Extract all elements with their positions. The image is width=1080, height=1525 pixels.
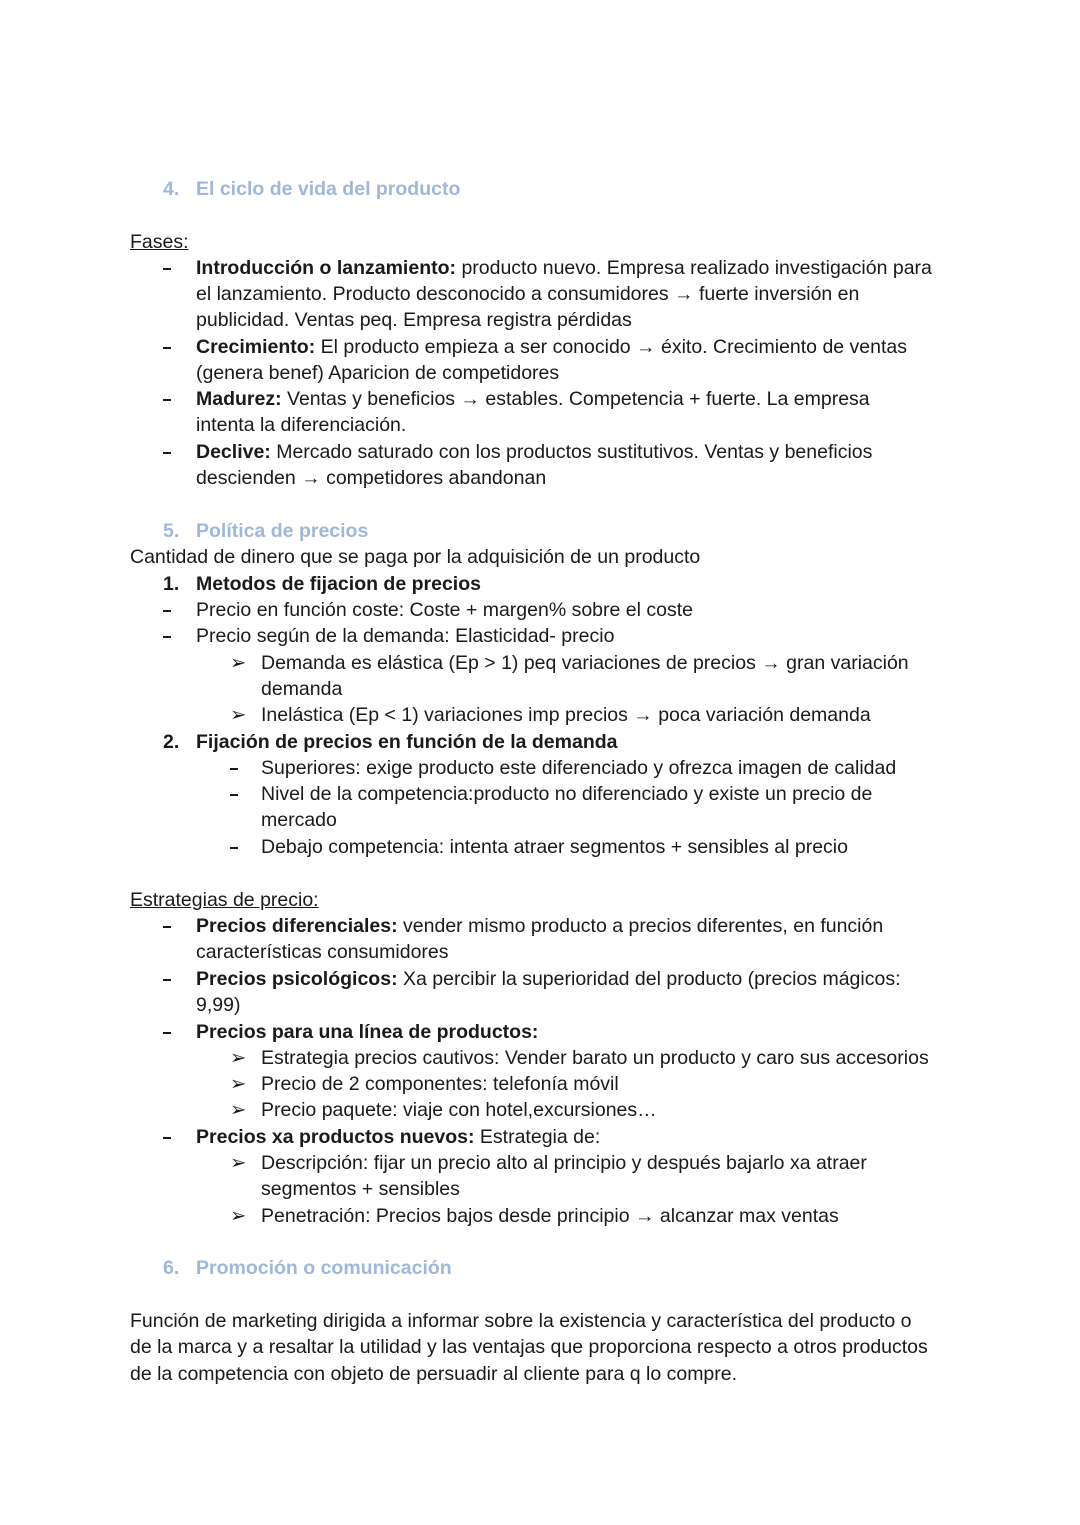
dash-bullet	[163, 347, 171, 349]
dash-bullet	[163, 399, 171, 401]
dash-bullet	[163, 268, 171, 270]
arrow-bullet-icon: ➢	[230, 652, 247, 674]
section-title: El ciclo de vida del producto	[196, 178, 461, 200]
dash-bullet	[230, 768, 238, 770]
dash-bullet	[163, 1032, 171, 1034]
estrategias-label: Estrategias de precio:	[130, 889, 319, 911]
section-number: 5.	[163, 520, 180, 542]
dash-bullet	[163, 926, 171, 928]
fases-label: Fases:	[130, 231, 189, 253]
arrow-bullet-icon: ➢	[230, 1152, 247, 1174]
dash-bullet	[163, 1137, 171, 1139]
section-title: Política de precios	[196, 520, 369, 542]
arrow-bullet-icon: ➢	[230, 1205, 247, 1227]
dash-bullet	[163, 636, 171, 638]
arrow-bullet-icon: ➢	[230, 1073, 247, 1095]
arrow-bullet-icon: ➢	[230, 1047, 247, 1069]
arrow-bullet-icon: ➢	[230, 704, 247, 726]
arrow-bullet-icon: ➢	[230, 1099, 247, 1121]
section-number: 6.	[163, 1257, 180, 1279]
section-title: Promoción o comunicación	[196, 1257, 452, 1279]
dash-bullet	[163, 610, 171, 612]
dash-bullet	[163, 979, 171, 981]
dash-bullet	[230, 794, 238, 796]
dash-bullet	[163, 452, 171, 454]
dash-bullet	[230, 847, 238, 849]
section-number: 4.	[163, 178, 180, 200]
